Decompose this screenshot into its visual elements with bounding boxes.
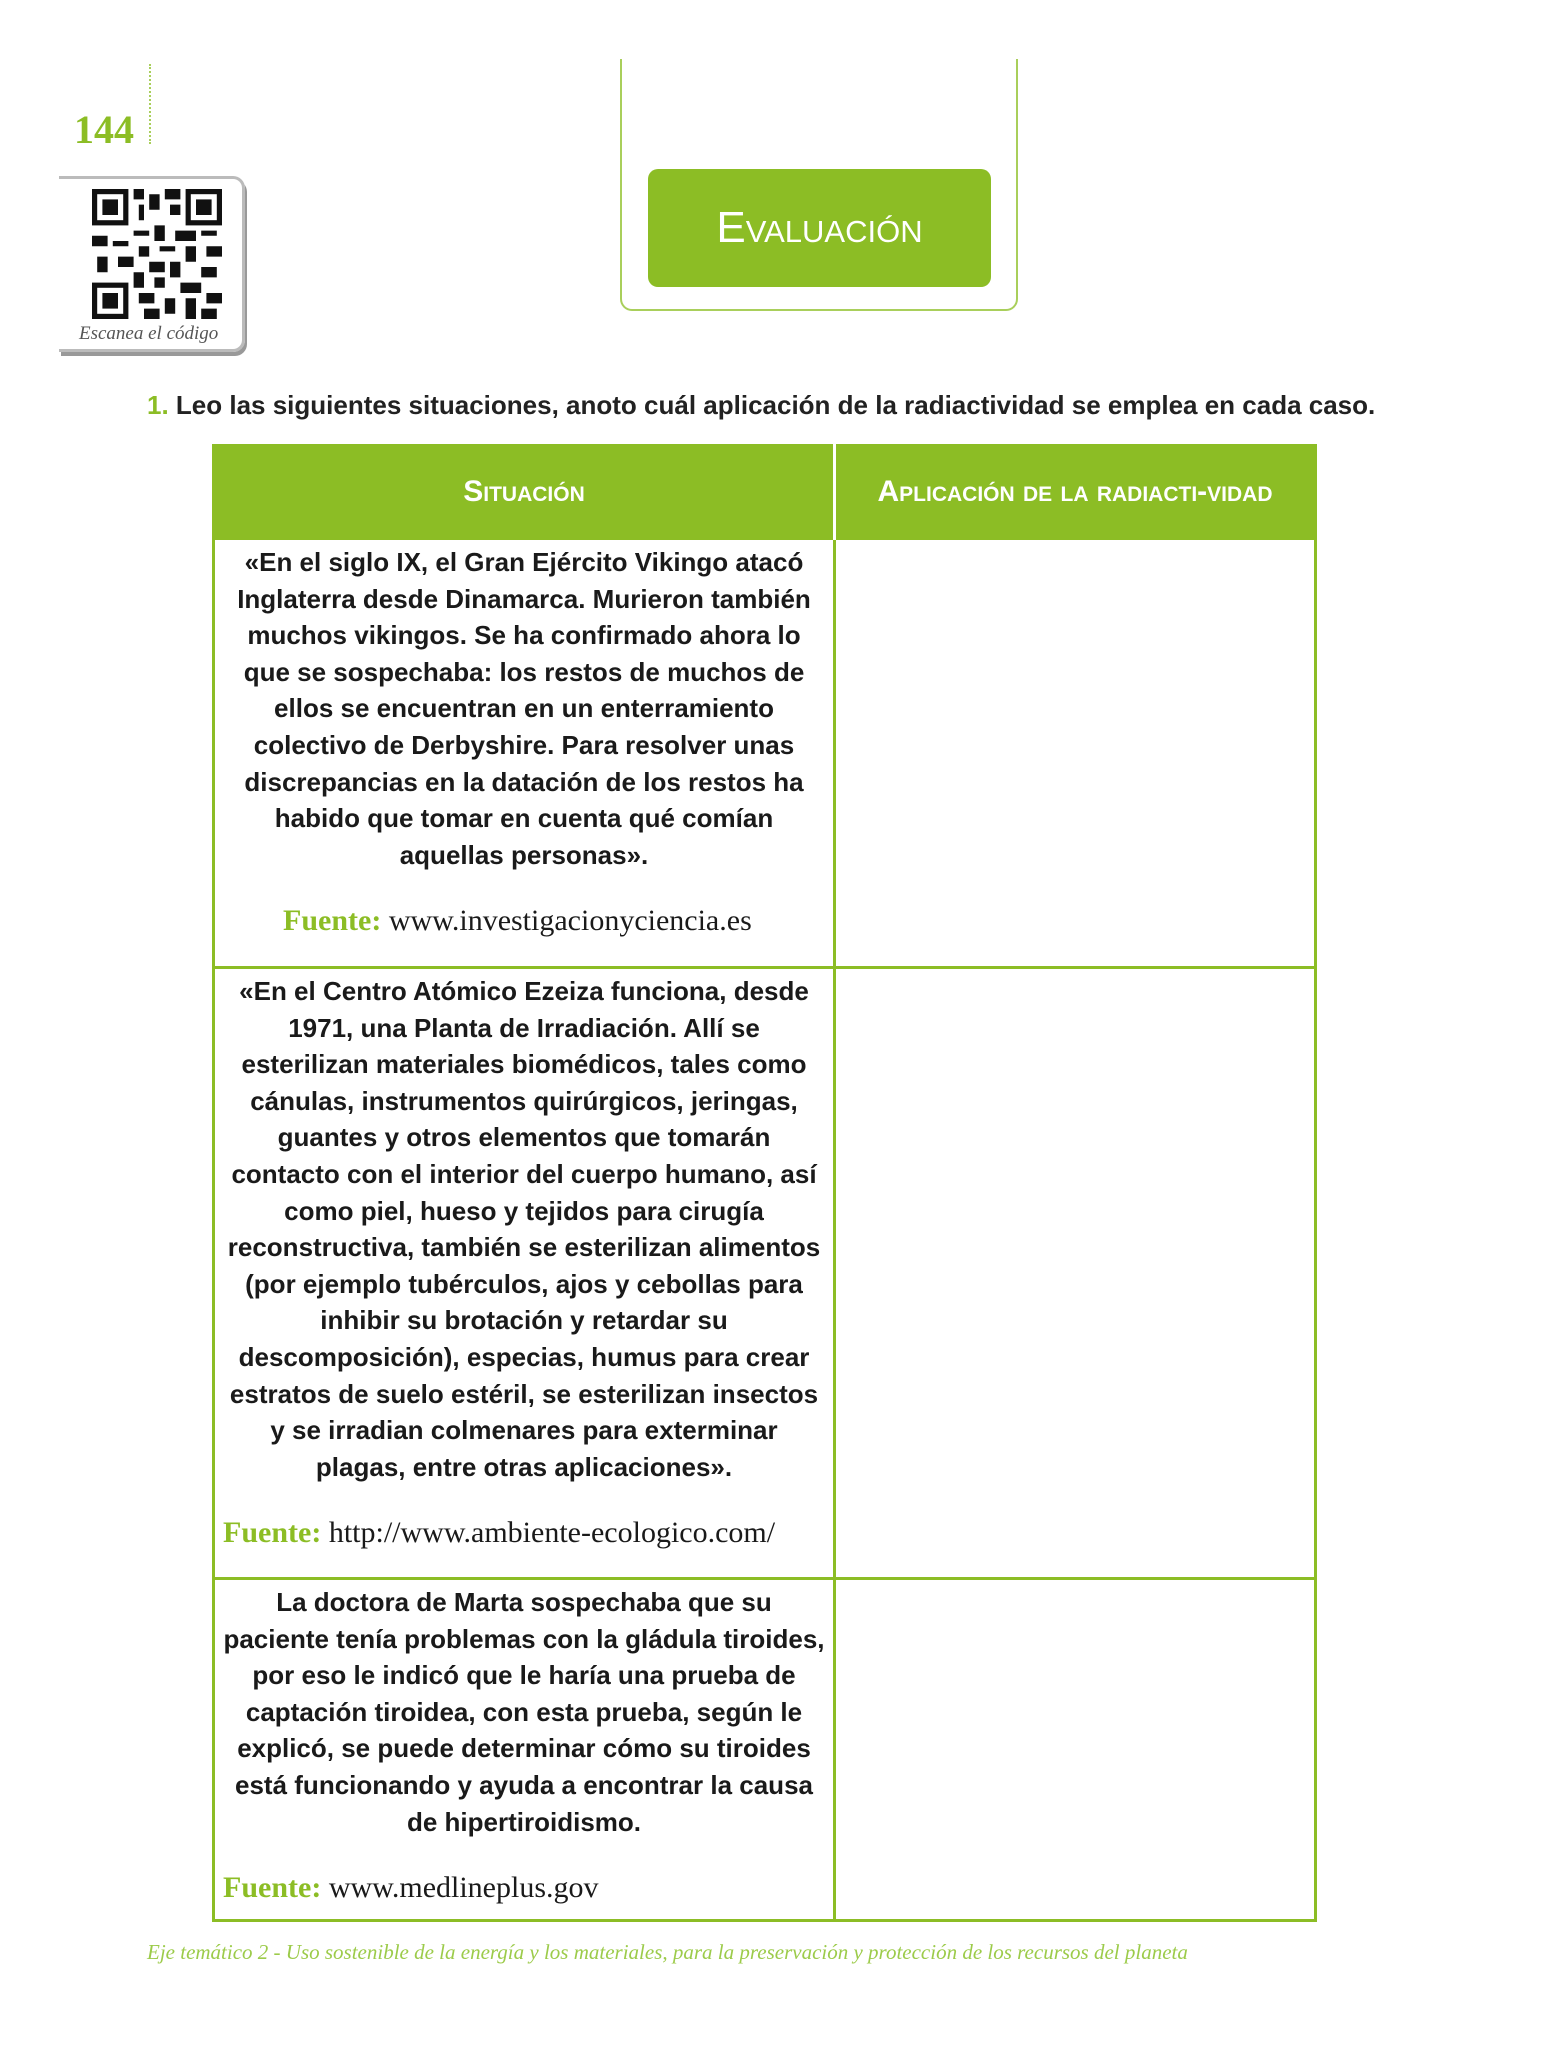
header-situacion: Situación [214, 446, 835, 539]
instruction [147, 390, 1375, 421]
situation-cell [214, 539, 835, 968]
table-header [214, 446, 1316, 539]
instruction-number: 1. [147, 390, 169, 420]
source-url: www.investigacionyciencia.es [381, 904, 752, 938]
source-url: www.medlineplus.gov [321, 1871, 599, 1905]
situation-text: La doctora de Marta sospechaba que su paciente tenía problemas con la gládula tiroides, por eso le indicó que le haría una prueba de captación tiroidea, con esta prueba, según le explicó, se puede determinar cómo su tiroides está funcionando y ayuda a encontrar la causa de hipertiroidismo. [223, 1587, 825, 1837]
footer-text: Eje temático 2 - Uso sostenible de la energía y los materiales, para la preservación y protección de los recursos del planeta [147, 1940, 1188, 1964]
qr-caption: Escanea el código [79, 323, 219, 344]
answer-cell[interactable] [835, 968, 1316, 1579]
qr-panel [59, 176, 245, 352]
situation-cell [214, 1579, 835, 1921]
section-title: Evaluación [648, 169, 991, 287]
source [223, 1870, 825, 1909]
instruction-text: Leo las siguientes situaciones, anoto cuál aplicación de la radiactividad se emplea en cada caso. [168, 390, 1376, 420]
situation-text: «En el siglo IX, el Gran Ejército Vikingo atacó Inglaterra desde Dinamarca. Murieron también muchos vikingos. Se ha confirmado ahora lo que se sospechaba: los restos de muchos de ellos se encuentran en un enterramiento colectivo de Derbyshire. Para resolver unas discrepancias en la datación de los restos ha habido que tomar en cuenta qué comían aquellas personas». [237, 547, 811, 870]
qr-code-icon[interactable] [92, 189, 222, 319]
evaluation-table [212, 444, 1317, 1922]
source-label: Fuente: [223, 1871, 322, 1905]
source [223, 903, 825, 942]
source-label: Fuente: [223, 1516, 322, 1550]
table-row [214, 968, 1316, 1579]
table-row [214, 1579, 1316, 1921]
situation-text: «En el Centro Atómico Ezeiza funciona, desde 1971, una Planta de Irradiación. Allí se esterilizan materiales biomédicos, tales como cánulas, instrumentos quirúrgicos, jeringas, guantes y otros elementos que tomarán contacto con el interior del cuerpo humano, así como piel, hueso y tejidos para cirugía reconstructiva, también se esterilizan alimentos (por ejemplo tubérculos, ajos y cebollas para inhibir su brotación y retardar su descomposición), especias, humus para crear estratos de suelo estéril, se esterilizan insectos y se irradian colmenares para exterminar plagas, entre otras aplicaciones». [227, 976, 821, 1482]
source-url: http://www.ambiente-ecologico.com/ [321, 1516, 776, 1550]
answer-cell[interactable] [835, 539, 1316, 968]
answer-cell[interactable] [835, 1579, 1316, 1921]
situation-cell [214, 968, 835, 1579]
page-number: 144 [74, 107, 134, 152]
source [223, 1515, 825, 1554]
header-aplicacion: Aplicación de la radiacti-vidad [835, 446, 1316, 539]
divider [149, 64, 151, 144]
table-row [214, 539, 1316, 968]
source-label: Fuente: [283, 904, 382, 938]
